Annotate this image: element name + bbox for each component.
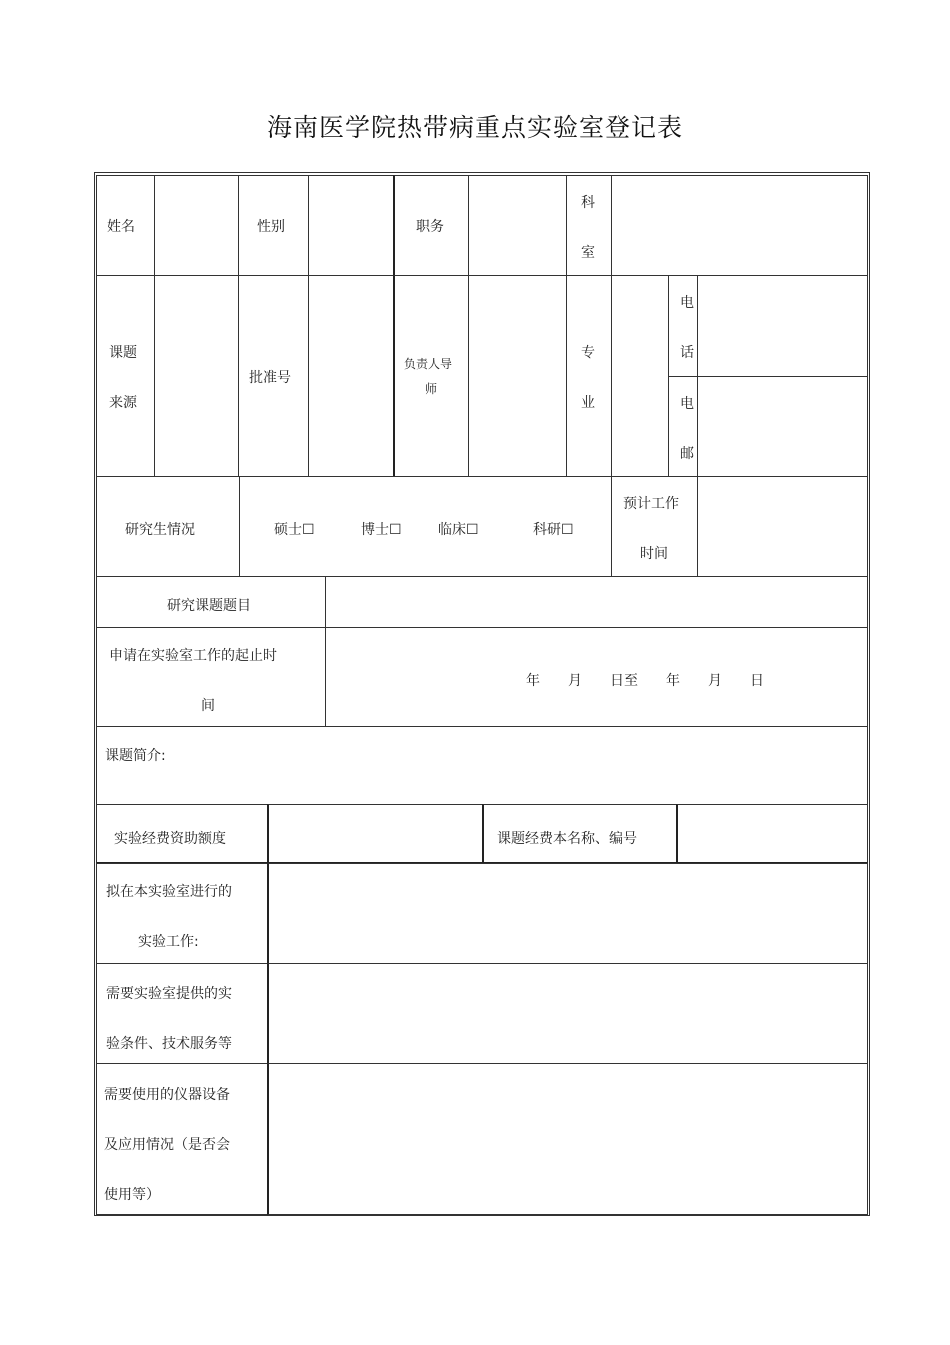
work-period-label-cell (96, 627, 326, 727)
planned-work-label-1: 拟在本实验室进行的 (106, 884, 232, 900)
topic-title-field[interactable] (325, 576, 868, 628)
topic-source-label-1: 课题 (109, 345, 137, 361)
topic-source-label-2: 来源 (109, 395, 137, 411)
instruments-label-2: 及应用情况（是否会 (104, 1137, 230, 1153)
dept-label-cell (566, 175, 612, 276)
planned-work-label-cell (96, 863, 268, 964)
approval-no-label: 批准号 (249, 370, 291, 386)
work-period-label-2: 间 (201, 698, 215, 714)
advisor-field[interactable] (468, 275, 567, 477)
gender-label: 性别 (257, 219, 285, 235)
dept-label-1: 科 (581, 195, 595, 211)
funding-label-cell (96, 804, 268, 864)
grad-status-options (239, 476, 612, 577)
topic-source-label-cell (96, 275, 155, 477)
topic-title-label: 研究课题题目 (167, 598, 251, 614)
doctor-checkbox[interactable]: 博士☐ (361, 522, 402, 538)
funding-field[interactable] (267, 804, 483, 864)
fund-name-field[interactable] (676, 804, 868, 864)
form-title: 海南医学院热带病重点实验室登记表 (266, 113, 683, 142)
topic-title-label-cell (96, 576, 326, 628)
phone-label-2: 话 (680, 345, 694, 361)
conditions-label-cell (96, 963, 268, 1064)
planned-time-label-2: 时间 (640, 546, 668, 562)
position-label: 职务 (416, 219, 444, 235)
grad-status-label-cell (96, 476, 240, 577)
name-field[interactable] (154, 175, 239, 276)
fund-name-label-cell (482, 804, 677, 864)
planned-time-label-cell (611, 476, 698, 577)
major-label-cell (566, 275, 612, 477)
planned-time-label-1: 预计工作 (623, 496, 679, 512)
topic-source-field[interactable] (154, 275, 239, 477)
planned-work-field[interactable] (267, 863, 868, 964)
planned-work-label-2: 实验工作: (138, 934, 199, 950)
approval-no-label-cell (238, 275, 309, 477)
conditions-label-1: 需要实验室提供的实 (106, 986, 232, 1002)
name-label: 姓名 (107, 219, 135, 235)
fund-name-label: 课题经费本名称、编号 (497, 831, 637, 847)
position-label-cell (393, 175, 469, 276)
phone-label-cell (668, 275, 698, 377)
instruments-label-cell (96, 1063, 268, 1215)
instruments-label-3: 使用等） (104, 1187, 160, 1203)
email-field[interactable] (697, 376, 868, 477)
masters-checkbox[interactable]: 硕士☐ (274, 522, 315, 538)
instruments-field[interactable] (267, 1063, 868, 1215)
email-label-1: 电 (680, 396, 694, 412)
planned-time-field[interactable] (697, 476, 868, 577)
gender-field[interactable] (308, 175, 394, 276)
advisor-label-1: 负责人导 (404, 357, 453, 371)
topic-intro-cell[interactable] (96, 726, 868, 805)
clinical-checkbox[interactable]: 临床☐ (438, 522, 479, 538)
advisor-label-2: 师 (425, 382, 438, 396)
phone-label-1: 电 (680, 295, 694, 311)
major-field[interactable] (611, 275, 669, 477)
conditions-field[interactable] (267, 963, 868, 1064)
work-period-date-text: 年 月 日至 年 月 日 (526, 673, 764, 689)
position-field[interactable] (468, 175, 567, 276)
work-period-label-1: 申请在实验室工作的起止时 (109, 648, 277, 664)
gender-label-cell (238, 175, 309, 276)
instruments-label-1: 需要使用的仪器设备 (104, 1087, 230, 1103)
major-label-2: 业 (581, 395, 595, 411)
work-period-field[interactable] (325, 627, 868, 727)
research-checkbox[interactable]: 科研☐ (533, 522, 574, 538)
name-label-cell (96, 175, 155, 276)
dept-field[interactable] (611, 175, 868, 276)
major-label-1: 专 (581, 345, 595, 361)
advisor-label-cell (393, 275, 469, 477)
funding-label: 实验经费资助额度 (114, 831, 226, 847)
phone-field[interactable] (697, 275, 868, 377)
grad-status-label: 研究生情况 (125, 522, 195, 538)
email-label-cell (668, 376, 698, 477)
topic-intro-label: 课题简介: (105, 748, 166, 764)
dept-label-2: 室 (581, 245, 595, 261)
approval-no-field[interactable] (308, 275, 394, 477)
conditions-label-2: 验条件、技术服务等 (106, 1036, 232, 1052)
email-label-2: 邮 (680, 446, 694, 462)
